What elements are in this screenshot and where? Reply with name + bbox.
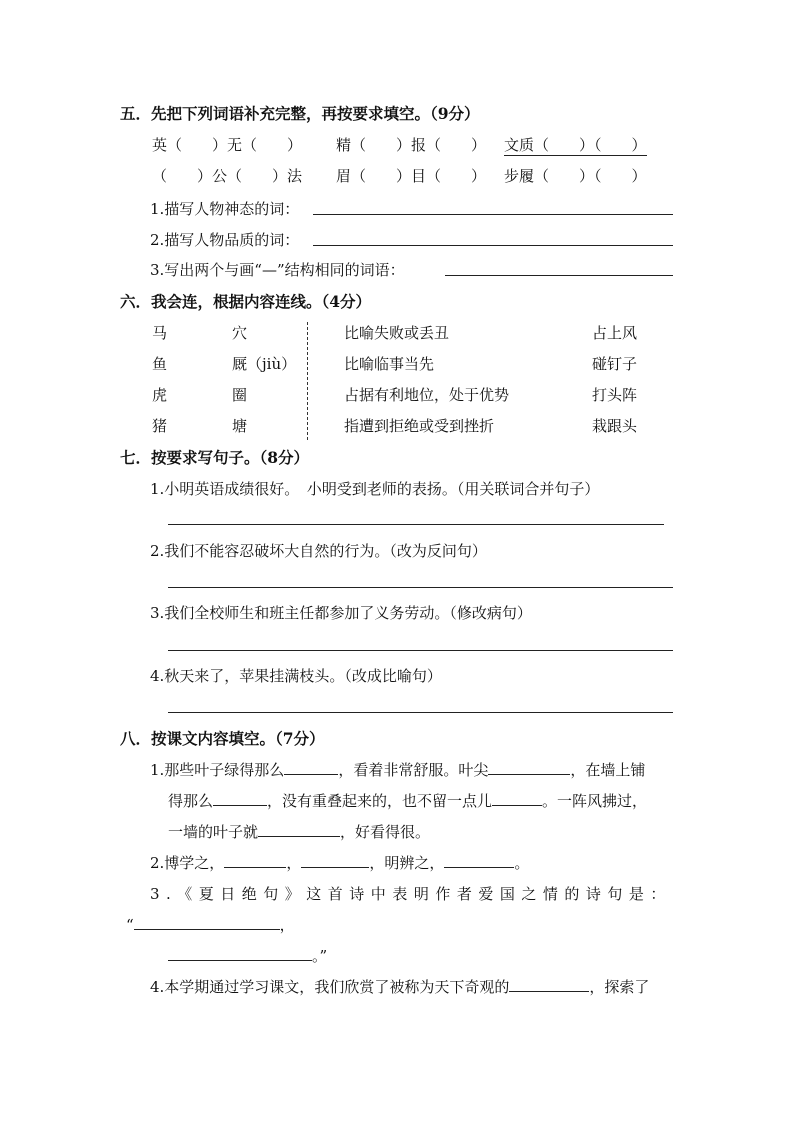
s5-question-3: 3.写出两个与画“—”结构相同的词语： (150, 261, 405, 279)
text: ，看着非常舒服。叶尖 (338, 761, 489, 779)
fill-blank[interactable] (168, 960, 312, 961)
idiom-5: 眉（ ）目（ ） (336, 167, 487, 185)
meaning-item: 比喻失败或丢丑 (344, 324, 450, 342)
text: ，明辨之， (369, 854, 445, 872)
text: 。一阵风拂过， (542, 792, 648, 810)
text: ，探索了 (589, 978, 650, 996)
s8-question-1-line-2 (168, 790, 647, 811)
text: “ (126, 916, 134, 934)
idiom-item: 栽跟头 (592, 417, 638, 435)
s7-question-3: 3.我们全校师生和班主任都参加了义务劳动。（修改病句） (150, 604, 532, 622)
idiom-6: 步履（ ）（ ） (504, 167, 647, 185)
s7-question-2: 2.我们不能容忍破坏大自然的行为。（改为反问句） (150, 542, 487, 560)
answer-line[interactable] (168, 587, 673, 588)
text: 4.本学期通过学习课文，我们欣赏了被称为天下奇观的 (150, 978, 510, 996)
idiom-4: （ ）公（ ）法 (152, 167, 303, 185)
habitat-item: 塘 (232, 417, 248, 435)
animal-item: 猪 (152, 417, 168, 435)
s5-question-2: 2.描写人物品质的词： (150, 231, 300, 249)
answer-line[interactable] (168, 524, 664, 525)
animal-item: 鱼 (152, 355, 168, 373)
s7-question-1: 1.小明英语成绩很好。 小明受到老师的表扬。（用关联词合并句子） (150, 480, 600, 498)
habitat-item: 圈 (232, 386, 248, 404)
s8-question-1-line-3 (168, 821, 430, 842)
answer-line[interactable] (313, 245, 673, 246)
fill-blank[interactable] (444, 867, 514, 868)
animal-item: 马 (152, 324, 168, 342)
idiom-item: 打头阵 (592, 386, 638, 404)
answer-line[interactable] (445, 275, 673, 276)
text: 得那么 (168, 792, 214, 810)
s7-question-4: 4.秋天来了，苹果挂满枝头。（改成比喻句） (150, 667, 442, 685)
s8-question-1-line-1 (150, 759, 645, 780)
text: 2.博学之， (150, 854, 225, 872)
text: 。 (514, 854, 530, 872)
idiom-1: 英（ ）无（ ） (152, 136, 303, 154)
habitat-item: 穴 (232, 324, 248, 342)
s5-question-1: 1.描写人物神态的词： (150, 200, 300, 218)
fill-blank[interactable] (488, 774, 570, 775)
fill-blank[interactable] (213, 805, 267, 806)
s8-question-3-line-3 (168, 945, 327, 966)
section-8-title: 八．按课文内容填空。（7分） (120, 729, 325, 748)
s8-question-2 (150, 852, 529, 873)
section-7-title: 七．按要求写句子。（8分） (120, 448, 310, 467)
idiom-3-underlined: 文质（ ）（ ） (504, 136, 647, 154)
text: ，在墙上铺 (570, 761, 646, 779)
text: ， (286, 854, 302, 872)
text: 。” (312, 947, 328, 965)
fill-blank[interactable] (258, 836, 340, 837)
fill-blank[interactable] (224, 867, 286, 868)
text: ，好看得很。 (340, 823, 431, 841)
text: 1.那些叶子绿得那么 (150, 761, 285, 779)
section-6-title: 六．我会连，根据内容连线。（4分） (120, 292, 372, 311)
fill-blank[interactable] (509, 991, 589, 992)
answer-line[interactable] (313, 214, 673, 215)
s8-question-3: 3.《夏日绝句》这首诗中表明作者爱国之情的诗句是： (150, 885, 672, 903)
fill-blank[interactable] (284, 774, 338, 775)
text: ， (279, 916, 295, 934)
divider-dashed-line (307, 322, 308, 440)
fill-blank[interactable] (134, 929, 280, 930)
meaning-item: 比喻临事当先 (344, 355, 435, 373)
meaning-item: 指遭到拒绝或受到挫折 (344, 417, 495, 435)
meaning-item: 占据有利地位，处于优势 (344, 386, 510, 404)
s8-question-4 (150, 976, 649, 997)
answer-line[interactable] (168, 650, 673, 651)
fill-blank[interactable] (492, 805, 542, 806)
text: ，没有重叠起来的，也不留一点儿 (267, 792, 493, 810)
section-5-title: 五．先把下列词语补充完整，再按要求填空。（9分） (120, 104, 480, 123)
fill-blank[interactable] (301, 867, 369, 868)
idiom-item: 占上风 (592, 324, 638, 342)
text: 一墙的叶子就 (168, 823, 259, 841)
answer-line[interactable] (168, 712, 673, 713)
animal-item: 虎 (152, 386, 168, 404)
idiom-2: 精（ ）报（ ） (336, 136, 487, 154)
habitat-item: 厩（jiù） (232, 355, 297, 373)
s8-question-3-line-2 (126, 914, 295, 935)
idiom-item: 碰钉子 (592, 355, 638, 373)
